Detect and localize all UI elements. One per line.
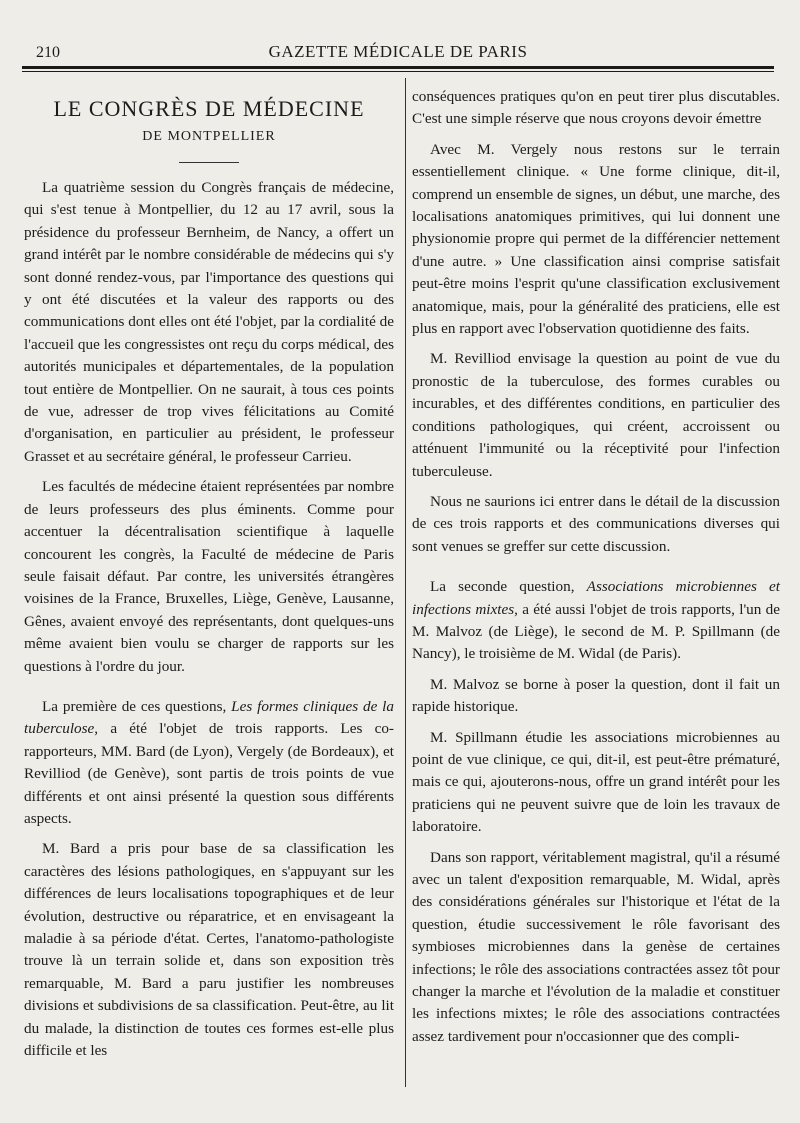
title-separator — [179, 162, 239, 163]
page-header — [22, 36, 774, 62]
paragraph: M. Bard a pris pour base de sa classification les caractères des lésions pathologiques, en s'appuyant sur les différences de leurs localisations topographiques et de leur évolution, destructive ou réparatrice, et en envisageant la maladie à sa période d'état. Certes, l'anatomo-pathologiste trouve là un terrain solide et, dans son exposition très remarquable, M. Bard a paru justifier les nombreuses divisions et subdivisions de sa classification. Peut-être, au lit du malade, la distinction de toutes ces formes est-elle plus difficile et les — [24, 840, 394, 1060]
article-title: LE CONGRÈS DE MÉDECINE — [53, 96, 365, 121]
text-run: La première de ces questions, — [42, 697, 232, 715]
paragraph — [24, 696, 394, 830]
paragraph: M. Revilliod envisage la question au point de vue du pronostic de la tuberculose, des formes curables ou incurables, et des différentes conditions, en particulier des conditions pathologiques, qui créent, accroissent ou atténuent l'immunité ou la réceptivité pour l'infection tuberculeuse. — [412, 350, 780, 480]
right-column — [412, 86, 780, 1056]
text-run: , a été l'objet de trois rapports. Les co-rapporteurs, MM. Bard (de Lyon), Vergely (de Bordeaux), et Revilliod (de Genève), sont partis de trois points de vue différents et ont ainsi présenté la question sous différents aspects. — [24, 720, 394, 827]
paragraph: M. Spillmann étudie les associations microbiennes au point de vue clinique, ce qui, dit-il, est peut-être prématuré, mais ce qui, ajouterons-nous, offre un grand intérêt pour les praticiens qui ne peuvent suivre que de loin les travaux de laboratoire. — [412, 728, 780, 836]
header-rule-thick — [22, 66, 774, 69]
column-divider — [405, 78, 406, 1087]
paragraph — [412, 576, 780, 666]
question-title: Les formes cliniques de la tuberculose — [24, 697, 394, 738]
paragraph: Les facultés de médecine étaient représentées par nombre de leurs professeurs des plus éminents. Comme pour accentuer la décentralisation scientifique à laquelle concourent les congrès, la Faculté de médecine de Paris seule faisait défaut. Par contre, les universités étrangères voisines de la France, Bruxelles, Liège, Genève, Lausanne, Gênes, avaient envoyé des représentants, dont quelques-uns même avaient bien voulu se charger de rapports sur les questions à l'ordre du jour. — [24, 478, 394, 675]
paragraph: Avec M. Vergely nous restons sur le terrain essentiellement clinique. « Une forme clinique, dit-il, comprend un ensemble de signes, un début, une marche, des localisations anatomiques primitives, qui lui donnent une physionomie propre qui permet de la différencier nettement d'une autre. » Une classification ainsi comprise satisfait peut-être moins l'esprit qu'une classification exclusivement anatomique, mais, pour la généralité des praticiens, elle est plus en rapport avec l'observation quotidienne des faits. — [412, 140, 780, 338]
text-run: , a été aussi l'objet de trois rapports, l'un de M. Malvoz (de Liège), le second de M. P. Spillmann (de Nancy), le troisième de M. Widal (de Paris). — [412, 600, 780, 663]
paragraph: M. Malvoz se borne à poser la question, dont il fait un rapide historique. — [412, 675, 780, 716]
left-column — [24, 84, 394, 1070]
journal-title: GAZETTE MÉDICALE DE PARIS — [268, 42, 528, 61]
paragraph: Dans son rapport, véritablement magistral, qu'il a résumé avec un talent d'exposition remarquable, M. Widal, après des considérations générales sur l'historique et l'état de la question, étudie successivement le rôle favorisant des symbioses microbiennes dans la genèse de certaines infections; le rôle des associations contractées assez tôt pour changer la marche et l'évolution de la maladie et constituer les infections mixtes; le rôle des associations contractées assez tardivement pour n'occasionner que des compli- — [412, 848, 780, 1045]
text-run: La seconde question, — [430, 578, 587, 596]
header-rule-thin — [22, 71, 774, 72]
paragraph: La quatrième session du Congrès français de médecine, qui s'est tenue à Montpellier, du 12 au 17 avril, sous la présidence du professeur Bernheim, de Nancy, a offert un grand intérêt par le nombre considérable de médecins qui s'y sont donné rendez-vous, par l'importance des questions qui y ont été discutées et la valeur des rapports ou des communications dont elles ont été l'objet, par la cordialité de l'accueil que les congressistes ont reçu du corps médical, des autorités municipales et départementales, de la population tout entière de Montpellier. On ne saurait, à tous ces points de vue, adresser de trop vives félicitations au Comité d'organisation, en particulier au président, le professeur Grasset et au secrétaire général, le professeur Carrieu. — [24, 179, 394, 465]
question-title: Associations microbiennes et infections mixtes — [412, 578, 780, 618]
paragraph: conséquences pratiques qu'on en peut tirer plus discutables. C'est une simple réserve que nous croyons devoir émettre — [412, 88, 780, 128]
article-subtitle: DE MONTPELLIER — [142, 129, 276, 144]
page-number: 210 — [36, 44, 60, 61]
paragraph: Nous ne saurions ici entrer dans le détail de la discussion de ces trois rapports et des communications diverses qui sont venues se greffer sur cette discussion. — [412, 492, 780, 555]
